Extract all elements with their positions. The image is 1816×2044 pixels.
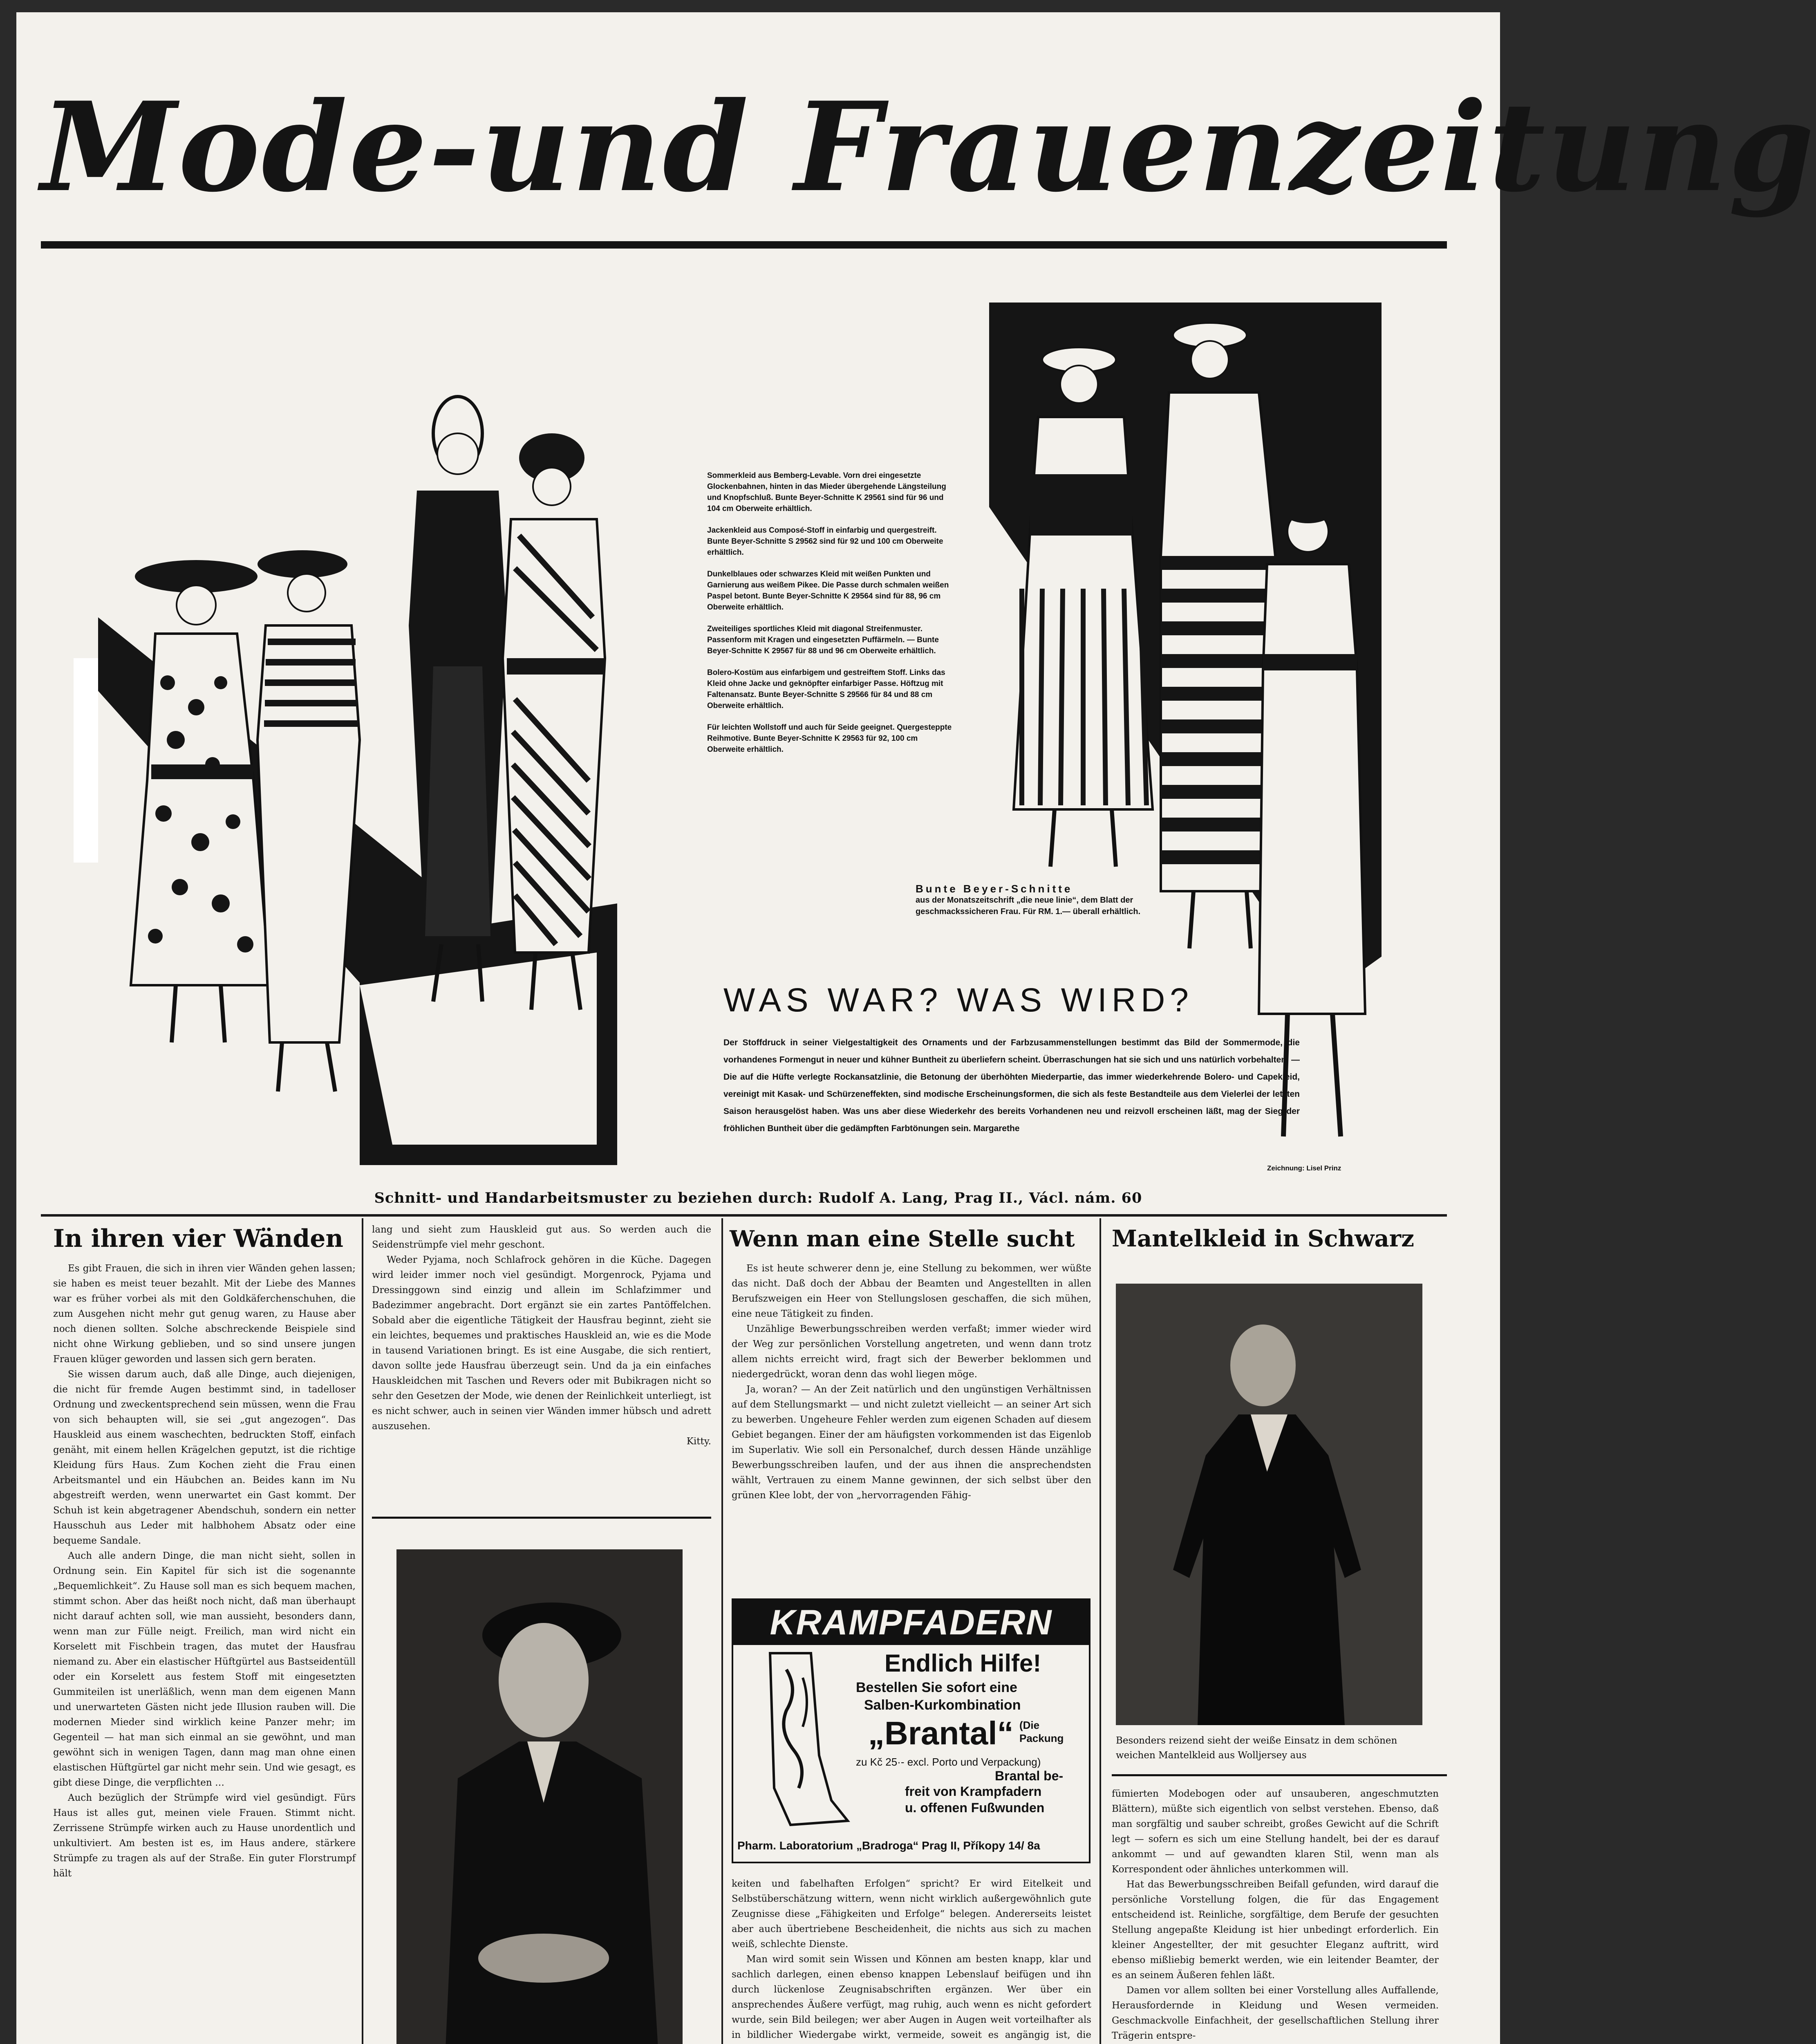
paragraph: Auch bezüglich der Strümpfe wird viel gesündigt. Fürs Haus ist alles gut, meinen viele Frauen. Stimmt nicht. Zerrissene Strümpfe wirken auch zu Hause unordentlich und unkultiviert. Am besten ist es, im Haus andere, stärkere Strümpfe zu tragen als auf der Straße. Ein guter Florstrumpf hält — [53, 1793, 356, 1879]
rule-col2 — [372, 1517, 711, 1519]
article-col1 — [53, 1261, 356, 2044]
article-col3-continued — [732, 1876, 1091, 2044]
brand-title: Bunte Beyer-Schnitte — [916, 883, 1073, 895]
heading-col1: In ihren vier Wänden — [53, 1224, 344, 1253]
ad-krampfadern — [732, 1598, 1090, 1863]
heading-col4: Mantelkleid in Schwarz — [1112, 1225, 1414, 1252]
article-col3 — [732, 1261, 1091, 1503]
photo-strickjacke — [396, 1549, 683, 2044]
krampf-headline: Endlich Hilfe! — [884, 1650, 1041, 1677]
paragraph: lang und sieht zum Hauskleid gut aus. So werden auch die Seidenstrümpfe viel mehr geschont. — [372, 1224, 711, 1250]
section-title-war: WAS WAR? WAS WIRD? — [723, 982, 1193, 1019]
paragraph: Damen vor allem sollten bei einer Vorstellung alles Auffallende, Herausfordernde in Kleidung und Wesen vermeiden. Geschmackvolle Einfachheit, der gesellschaftlichen Stellung ihrer Trägerin entspre- — [1112, 1985, 1439, 2041]
column-rule-2 — [721, 1218, 723, 2044]
krampf-line1: Bestellen Sie sofort eine — [856, 1680, 1017, 1695]
krampf-footer: Pharm. Laboratorium „Bradroga“ Prag II, Příkopy 14/ 8a — [737, 1839, 1040, 1852]
krampf-price: zu Kč 25·- excl. Porto und Verpackung) — [856, 1756, 1041, 1768]
heading-col3: Wenn man eine Stelle sucht — [730, 1226, 1075, 1252]
pattern-source-line: Schnitt- und Handarbeitsmuster zu beziehen durch: Rudolf A. Lang, Prag II., Václ. nám. 60 — [374, 1190, 1142, 1206]
rule-col4 — [1112, 1774, 1447, 1776]
article-col4 — [1112, 1786, 1439, 2044]
krampf-claim3: u. offenen Fußwunden — [905, 1800, 1045, 1815]
article-col2 — [372, 1222, 711, 1449]
caption-mantelkleid: Besonders reizend sieht der weiße Einsatz in dem schönen weichen Mantelkleid aus Wolljersey aus — [1116, 1735, 1397, 1761]
caption-6: Für leichten Wollstoff und auch für Seide geeignet. Quergesteppte Reihmotive. Bunte Beyer-Schnitte K 29563 für 92, 100 cm Oberweite erhältlich. — [707, 723, 952, 754]
paragraph: fümierten Modebogen oder auf unsauberen, angeschmutzten Blättern), müßte sich eigentlich von selbst verstehen. Ebenso, daß man sorgfältig und sauber schreibt, großes Gewicht auf die Schrift legt — sofern es sich um eine Stellung handelt, bei der es darauf ankommt — und auf gewandten klaren Stil, wenn man als Korrespondent oder ähnliches unterkommen will. — [1112, 1788, 1439, 1875]
caption-2: Jackenkleid aus Composé-Stoff in einfarbig und quergestreift. Bunte Beyer-Schnitte S 29562 sind für 92 und 100 cm Oberweite erhältlich. — [707, 526, 943, 557]
paragraph: Weder Pyjama, noch Schlafrock gehören in die Küche. Dagegen wird leider immer noch viel gesündigt. Morgenrock, Pyjama und Dressinggown sind einzig und allein im Schlafzimmer und Badezimmer angebracht. Dort ergänzt sie ein zartes Pantöffelchen. Sobald aber die eigentliche Tätigkeit der Hausfrau beginnt, zieht sie ein leichtes, bequemes und praktisches Hauskleid an, wie es die Mode in tausend Variationen bringt. Es ist eine Ausgabe, die sich rentiert, davon sollte jede Hausfrau überzeugt sein. Und da ja ein einfaches Hauskleidchen mit Taschen und Revers oder mit Bubikragen nicht so sehr den Gesetzen der Mode, wie denen der Reinlichkeit unterliegt, ist es nicht schwer, auch in seinen vier Wänden immer hübsch und adrett auszusehen. — [372, 1255, 711, 1432]
paragraph: Auch alle andern Dinge, die man nicht sieht, sollen in Ordnung sein. Ein Kapitel für sich ist die sogenannte „Bequemlichkeit“. Zu Hause soll man es sich bequem machen, stimmt schon. Aber das heißt noch nicht, daß man überhaupt nicht darauf achten soll, wie man aussieht, besonders dann, wenn man zur Fülle neigt. Freilich, man wird nicht ein Korselett mit Fischbein tragen, das mutet der Hausfrau niemand zu. Aber ein elastischer Hüftgürtel aus Bastseidentüll oder ein Korselett aus festem Stoff mit eingesetzten Gummiteilen ist unerläßlich, wenn man dem eigenen Mann und unerwarteten Gästen nicht jede Illusion rauben will. Die modernen Mieder sind wirklich keine Panzer mehr; im Gegenteil — hat man sich einmal an sie gewöhnt, und man gewöhnt sich in wenigen Tagen, dann mag man ohne einen elastischen Hüftgürtel gar nicht mehr sein. Und wie gesagt, es gibt diese Dinge, die verpflichten … — [53, 1551, 356, 1788]
paragraph: Sie wissen darum auch, daß alle Dinge, auch diejenigen, die nicht für fremde Augen bestimmt sind, in tadelloser Ordnung und zweckentsprechend sein müssen, wenn die Frau von sich behaupten will, sie sei „gut angezogen“. Das Hauskleid aus einem waschechten, bedruckten Stoff, einfach genäht, mit einem hellen Krägelchen geputzt, ist die richtige Kleidung fürs Haus. Zum Kochen zieht die Frau einen Arbeitsmantel und ein Häubchen an. Beides kann im Nu abgestreift werden, wenn unerwartet ein Gast kommt. Der Schuh ist kein abgetragener Abendschuh, sondern ein netter Hausschuh aus Leder mit halbhohem Absatz oder eine bequeme Sandale. — [53, 1369, 356, 1546]
caption-3: Dunkelblaues oder schwarzes Kleid mit weißen Punkten und Garnierung aus weißem Pikee. Die Passe durch schmalen weißen Paspel betont. Bunte Beyer-Schnitte K 29564 sind für 88, 96 cm Oberweite erhältlich. — [707, 570, 949, 612]
beyer-brand-note — [916, 883, 1193, 917]
paragraph: Es ist heute schwerer denn je, eine Stellung zu bekommen, wer wüßte das nicht. Daß doch der Abbau der Beamten und Angestellten in allen Berufszweigen ein Heer von Stellungslosen geschaffen, die sich mühen, eine neue Tätigkeit zu finden. — [732, 1263, 1091, 1319]
krampf-product: „Brantal“ — [868, 1715, 1014, 1751]
caption-5: Bolero-Kostüm aus einfarbigem und gestreiftem Stoff. Links das Kleid ohne Jacke und geknöpfter einfarbiger Passe. Höftzug mit Faltenansatz. Bunte Beyer-Schnitte S 29566 für 84 und 88 cm Oberweite erhältlich. — [707, 668, 945, 710]
photo-mantelkleid — [1116, 1284, 1422, 1725]
krampf-pack-note: (Die Packung — [1019, 1719, 1064, 1744]
column-rule-3 — [1099, 1218, 1101, 2044]
krampf-claim1: Brantal be- — [995, 1768, 1064, 1783]
brand-text: aus der Monatszeitschrift „die neue linie“, dem Blatt der geschmackssicheren Frau. Für RM. 1.— überall erhältlich. — [916, 896, 1141, 916]
krampf-line2: Salben-Kurkombination — [864, 1697, 1021, 1713]
illustration-credit: Zeichnung: Lisel Prinz — [1267, 1164, 1341, 1172]
caption-4: Zweiteiliges sportliches Kleid mit diagonal Streifenmuster. Passenform mit Kragen und eingesetzten Puffärmeln. — Bunte Beyer-Schnitte K 29567 für 88 und 96 cm Oberweite erhältlich. — [707, 625, 939, 655]
paragraph: Ja, woran? — An der Zeit natürlich und den ungünstigen Verhältnissen auf dem Stellungsmarkt — und nicht zuletzt vielleicht — an seiner Art sich zu bewerben. Ungeheure Fehler werden zum eigenen Schaden auf diesem Gebiet begangen. Einer der am häufigsten vorkommenden ist das Eigenlob im Superlativ. Wie soll ein Personalchef, durch dessen Hände unzählige Bewerbungsschreiben laufen, und der aus ihnen die ansprechendsten wählt, Vertrauen zu einem Manne gewinnen, der sich selbst über den grünen Klee lobt, der von „hervorragenden Fähig- — [732, 1384, 1091, 1501]
caption-1: Sommerkleid aus Bemberg-Levable. Vorn drei eingesetzte Glockenbahnen, hinten in das Mieder übergehende Längsteilung und Knopfschluß. Bunte Beyer-Schnitte K 29561 sind für 96 und 104 cm Oberweite erhältlich. — [707, 471, 946, 513]
section-body-war: Der Stoffdruck in seiner Vielgestaltigkeit des Ornaments und der Farbzusammenstellungen bestimmt das Bild der Sommermode, die vorhandenes Formengut in neuer und kühner Buntheit zu überliefern scheint. Überraschungen hat sie sich und uns natürlich vorbehalten. — Die auf die Hüfte verlegte Rockansatzlinie, die Betonung der überhöhten Miederpartie, das immer wiederkehrende Bolero- und Capekleid, vereinigt mit Kasak- und Schürzeneffekten, sind modische Erscheinungsformen, die sich als feste Bestandteile aus dem Vielerlei der letzten Saison herausgelöst haben. Was uns aber diese Wiederkehr des bereits Vorhandenen neu und reizvoll erscheinen läßt, mag der Sieg der fröhlichen Buntheit über die gedämpften Farbtönungen sein. Margarethe — [723, 1038, 1300, 1133]
pattern-captions — [707, 470, 952, 766]
masthead-rule — [41, 241, 1447, 249]
newspaper-page — [16, 12, 1816, 2044]
paragraph: Hat das Bewerbungsschreiben Beifall gefunden, wird darauf die persönliche Vorstellung folgen, die für das Engagement entscheidend ist. Reinliche, sorgfältige, dem Berufe der gesuchten Stellung angepaßte Kleidung ist hier unbedingt erforderlich. Ein kleiner Angestellter, der mit gesuchter Eleganz auftritt, wird ebenso mißliebig bemerkt werden, wie ein leitender Beamter, der es an seinem Äußeren fehlen läßt. — [1112, 1879, 1439, 1981]
leg-illustration — [741, 1653, 852, 1829]
column-rule-1 — [362, 1218, 363, 2044]
fashion-illustration-left — [74, 372, 654, 1173]
paragraph: Es gibt Frauen, die sich in ihren vier Wänden gehen lassen; sie haben es meist teuer bezahlt. Mit der Liebe des Mannes war es früher vorbei als mit den Goldkäferchenschuhen, die zum Ausgehen nicht mehr gut genug waren, zu Hause aber noch dienen sollten. Solche abschreckende Beispiele sind nicht ohne Wirkung geblieben, und so sind unsere jungen Frauen klüger geworden und lassen sich gern beraten. — [53, 1263, 356, 1365]
columns-top-rule — [41, 1214, 1447, 1217]
signature: Kitty. — [686, 1436, 711, 1447]
masthead-title: Mode-und Frauenzeitung — [41, 75, 1816, 219]
paragraph: Man wird somit sein Wissen und Können am besten knapp, klar und sachlich darlegen, einen ebenso knappen Lebenslauf beifügen und ihn durch lückenlose Zeugnisabschriften ergänzen. Wer über ein ansprechendes Äußere verfügt, mag ruhig, auch wenn es nicht gefordert wurde, sein Bild beilegen; wer aber Augen in Augen weit vorteilhafter als in bildlicher Wiedergabe wirkt, vermeide, soweit es angängig ist, die — [732, 1954, 1091, 2040]
paragraph: Unzählige Bewerbungsschreiben werden verfaßt; immer wieder wird der Weg zur persönlichen Vorstellung angetreten, und wenn dann trotz allem nichts erreicht wird, fragt sich der Bewerber beklommen und niedergedrückt, woran denn das wohl liegen möge. — [732, 1324, 1091, 1380]
paragraph: keiten und fabelhaften Erfolgen“ spricht? Er wird Eitelkeit und Selbstüberschätzung wittern, wenn nicht wirklich außergewöhnlich gute Zeugnisse diese „Fähigkeiten und Erfolge“ belegen. Andererseits leistet aber auch übertriebene Bescheidenheit, die nichts aus sich zu machen weiß, schlechte Dienste. — [732, 1878, 1091, 1950]
krampf-banner: KRAMPFADERN — [733, 1600, 1089, 1645]
krampf-claim2: freit von Krampfadern — [905, 1784, 1042, 1799]
